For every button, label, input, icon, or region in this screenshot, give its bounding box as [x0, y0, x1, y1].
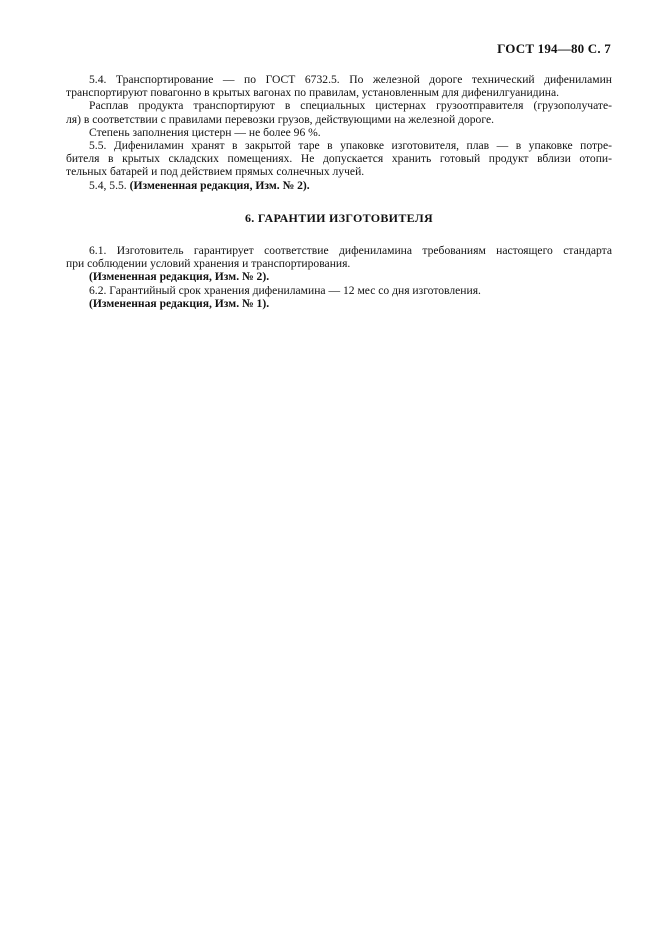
paragraph-melt-transport-cont	[66, 113, 612, 126]
paragraph-6-1	[66, 244, 612, 257]
paragraph-line: 5.5. Дифениламин хранят в закрытой таре в упаковке изготовителя, плав — в упаковке потре-	[89, 139, 612, 153]
paragraph-fill-degree: Степень заполнения цистерн — не более 96 %.	[89, 125, 321, 139]
paragraph-6-1-cont	[66, 257, 612, 270]
paragraph-line: тельных батарей и под действием прямых солнечных лучей.	[66, 165, 365, 179]
running-header: ГОСТ 194—80 С. 7	[497, 41, 611, 56]
amendment-note-5	[66, 179, 612, 192]
amendment-prefix: 5.4, 5.5.	[89, 178, 130, 192]
paragraph-5-5-cont	[66, 165, 612, 178]
paragraph-line: бителя в крытых складских помещениях. Не допускается хранить готовый продукт вблизи отопи-	[66, 152, 612, 166]
paragraph-line: транспортируют повагонно в крытых вагонах по правилам, установленным для дифенилгуанидина.	[66, 86, 560, 100]
paragraph-line: 6.1. Изготовитель гарантирует соответствие дифениламина требованиям настоящего стандарта	[89, 244, 612, 258]
section-title-6: 6. ГАРАНТИИ ИЗГОТОВИТЕЛЯ	[245, 210, 433, 225]
paragraph-5-4-cont	[66, 86, 612, 99]
paragraph-5-4	[66, 73, 612, 86]
paragraph-line: Расплав продукта транспортируют в специальных цистернах грузоотправителя (грузополучате-	[89, 99, 612, 113]
paragraph-melt-transport	[66, 99, 612, 112]
amendment-note-6-1: (Измененная редакция, Изм. № 2).	[89, 270, 270, 284]
paragraph-5-5	[66, 139, 612, 152]
paragraph-5-5-cont	[66, 152, 612, 165]
paragraph-line: ля) в соответствии с правилами перевозки грузов, действующими на железной дороге.	[66, 112, 494, 126]
amendment-text: (Измененная редакция, Изм. № 2).	[129, 178, 310, 192]
paragraph-line: при соблюдении условий хранения и транспортирования.	[66, 257, 351, 271]
paragraph-6-2: 6.2. Гарантийный срок хранения дифениламина — 12 мес со дня изготовления.	[89, 283, 481, 297]
amendment-note-6-2: (Измененная редакция, Изм. № 1).	[89, 296, 270, 310]
document-body	[66, 73, 612, 310]
paragraph-line: 5.4. Транспортирование — по ГОСТ 6732.5. По железной дороге технический дифениламин	[89, 73, 612, 86]
